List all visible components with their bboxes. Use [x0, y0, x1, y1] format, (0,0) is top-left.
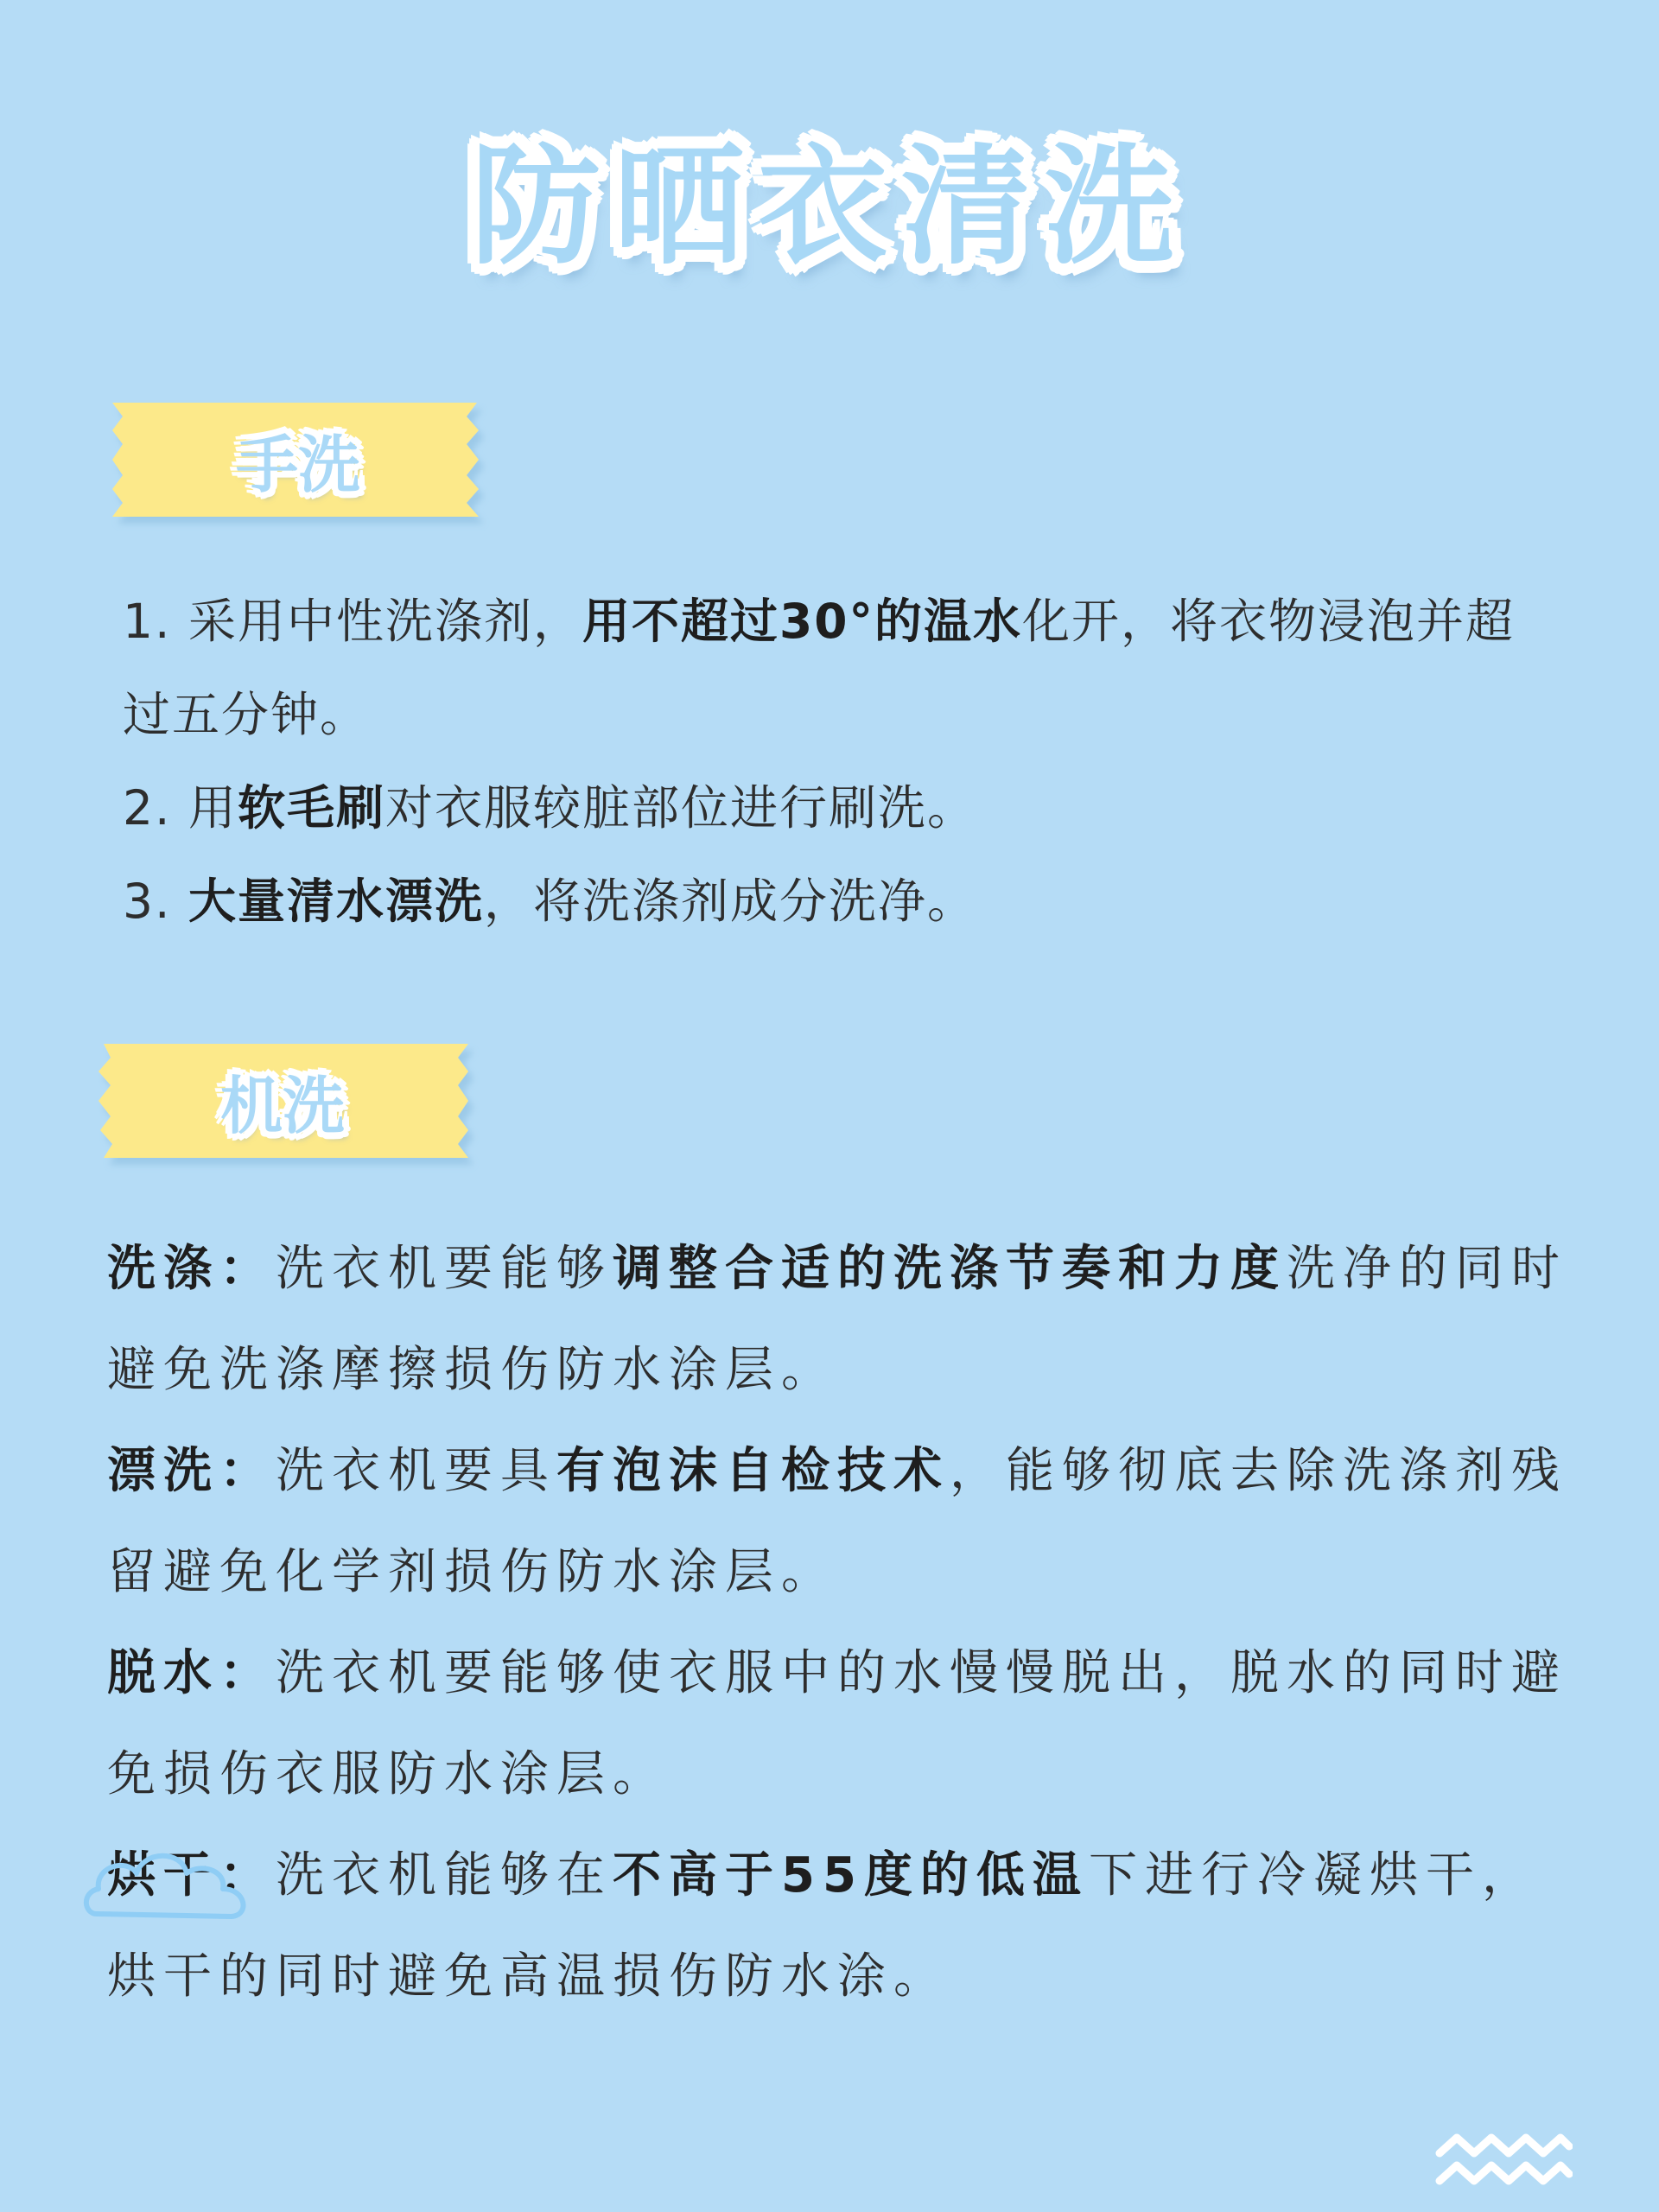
wave-icon [1434, 2127, 1573, 2196]
section-label-machine-wash [97, 1044, 468, 1158]
list-item: 1. 采用中性洗涤剂，用不超过30°的温水化开，将衣物浸泡并超过五分钟。 [123, 594, 1516, 742]
section-label-hand-wash [112, 403, 484, 517]
section-hand-wash-title: 手洗 [235, 429, 360, 501]
list-item: 洗涤：洗衣机要能够调整合适的洗涤节奏和力度洗净的同时避免洗涤摩擦损伤防水涂层。 [107, 1241, 1567, 1398]
list-item: 2. 用软毛刷对衣服较脏部位进行刷洗。 [123, 780, 976, 836]
list-item: 脱水：洗衣机要能够使衣服中的水慢慢脱出，脱水的同时避免损伤衣服防水涂层。 [107, 1645, 1567, 1802]
list-item: 漂洗：洗衣机要具有泡沫自检技术，能够彻底去除洗涤剂残留避免化学剂损伤防水涂层。 [107, 1443, 1567, 1600]
section-machine-wash-title: 机洗 [219, 1070, 345, 1142]
machine-wash-steps [107, 1218, 1576, 2027]
page-title: 防晒衣清洗 [470, 132, 1188, 283]
list-item: 烘干：洗衣机能够在不高于55度的低温下进行冷凝烘干，烘干的同时避免高温损伤防水涂。 [107, 1847, 1538, 2005]
hand-wash-steps [123, 575, 1540, 948]
cloud-outline-icon [79, 1832, 261, 1936]
list-item: 3. 大量清水漂洗，将洗涤剂成分洗净。 [123, 874, 976, 929]
